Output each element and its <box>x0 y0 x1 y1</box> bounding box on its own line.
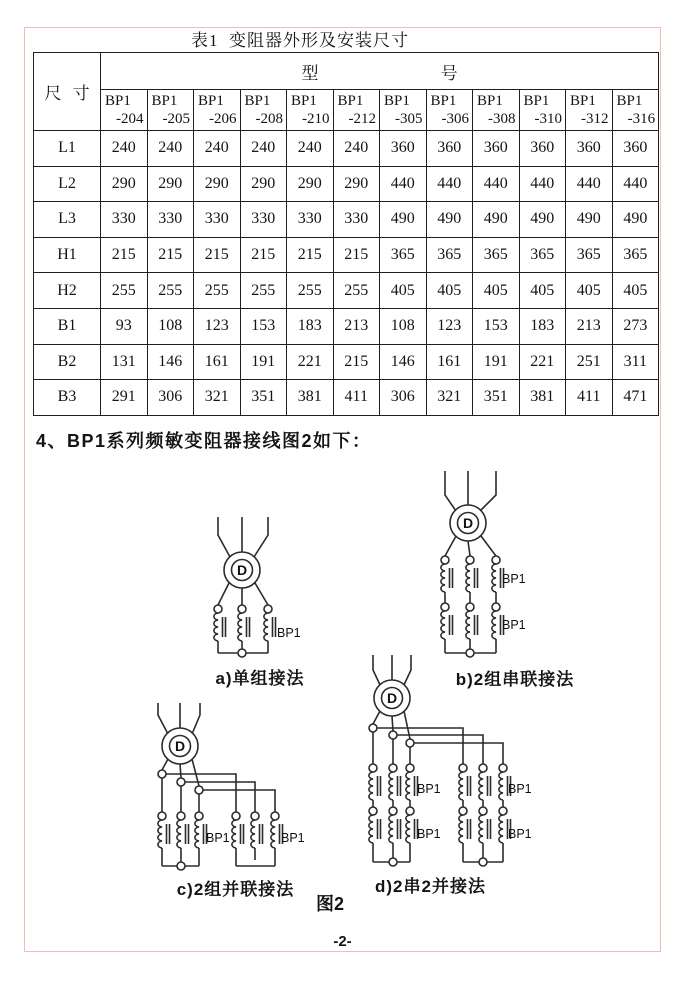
dimension-value-cell: 213 <box>566 308 613 344</box>
bp1-label: BP1 <box>502 618 526 632</box>
table-row <box>34 273 659 309</box>
dimension-value-cell: 440 <box>566 166 613 202</box>
dimension-value-cell: 240 <box>240 131 287 167</box>
dimensions-table-body <box>34 131 659 416</box>
wiring-diagram-a <box>190 510 330 660</box>
dimension-value-cell: 490 <box>380 202 427 238</box>
dimension-value-cell: 291 <box>101 380 148 416</box>
motor-label: D <box>386 690 398 706</box>
dimension-value-cell: 490 <box>612 202 659 238</box>
bp1-label: BP1 <box>508 782 532 796</box>
table-row <box>34 237 659 273</box>
dimension-value-cell: 108 <box>147 308 194 344</box>
dimension-value-cell: 183 <box>287 308 334 344</box>
model-header-cell: BP1 -212 <box>333 90 380 131</box>
dimension-row-label: H1 <box>34 237 101 273</box>
bp1-label: BP1 <box>508 827 532 841</box>
page-number: -2- <box>333 933 352 950</box>
dimension-row-label: B2 <box>34 344 101 380</box>
table-row <box>34 344 659 380</box>
dimension-value-cell: 213 <box>333 308 380 344</box>
dimension-value-cell: 153 <box>240 308 287 344</box>
dimension-value-cell: 411 <box>566 380 613 416</box>
dimension-value-cell: 255 <box>287 273 334 309</box>
dimension-value-cell: 215 <box>147 237 194 273</box>
dimension-value-cell: 215 <box>333 344 380 380</box>
supply-leads <box>218 517 268 557</box>
table-row <box>34 166 659 202</box>
dimension-value-cell: 240 <box>333 131 380 167</box>
dimension-value-cell: 405 <box>519 273 566 309</box>
dimension-value-cell: 471 <box>612 380 659 416</box>
model-header-cell: BP1 -312 <box>566 90 613 131</box>
dimension-value-cell: 405 <box>612 273 659 309</box>
dimension-value-cell: 381 <box>287 380 334 416</box>
dimension-value-cell: 161 <box>194 344 241 380</box>
dimension-value-cell: 360 <box>426 131 473 167</box>
dimension-value-cell: 405 <box>566 273 613 309</box>
dimension-value-cell: 411 <box>333 380 380 416</box>
motor-label: D <box>174 738 186 754</box>
dimension-value-cell: 255 <box>240 273 287 309</box>
dimension-row-label: B3 <box>34 380 101 416</box>
dimension-row-label: L2 <box>34 166 101 202</box>
dimension-value-cell: 93 <box>101 308 148 344</box>
table-row <box>34 380 659 416</box>
dimension-value-cell: 321 <box>194 380 241 416</box>
dimension-value-cell: 405 <box>473 273 520 309</box>
model-header-cell: BP1 -308 <box>473 90 520 131</box>
model-header-cell: BP1 -306 <box>426 90 473 131</box>
dimension-value-cell: 365 <box>612 237 659 273</box>
bp1-label: BP1 <box>417 782 441 796</box>
figure-caption: 图2 <box>315 894 344 914</box>
dimension-value-cell: 290 <box>240 166 287 202</box>
dimension-value-cell: 330 <box>287 202 334 238</box>
dimension-value-cell: 290 <box>101 166 148 202</box>
dimension-value-cell: 490 <box>473 202 520 238</box>
dimension-value-cell: 330 <box>101 202 148 238</box>
dimension-value-cell: 381 <box>519 380 566 416</box>
model-group-header-cell: 型 号 <box>101 53 659 90</box>
table-row <box>34 308 659 344</box>
model-header-cell: BP1 -204 <box>101 90 148 131</box>
dimension-value-cell: 330 <box>333 202 380 238</box>
dimension-value-cell: 440 <box>519 166 566 202</box>
dimension-value-cell: 215 <box>240 237 287 273</box>
bp1-label: BP1 <box>277 626 301 640</box>
motor-label: D <box>236 562 248 578</box>
dimension-value-cell: 255 <box>194 273 241 309</box>
dimension-value-cell: 215 <box>287 237 334 273</box>
dimension-value-cell: 273 <box>612 308 659 344</box>
dimension-value-cell: 306 <box>380 380 427 416</box>
caption-diagram-b: b)2组串联接法 <box>455 670 575 689</box>
model-header-cell: BP1 -208 <box>240 90 287 131</box>
dimension-value-cell: 360 <box>612 131 659 167</box>
dimension-value-cell: 440 <box>473 166 520 202</box>
dimension-value-cell: 405 <box>426 273 473 309</box>
dimension-value-cell: 131 <box>101 344 148 380</box>
dimension-value-cell: 311 <box>612 344 659 380</box>
dimension-value-cell: 360 <box>380 131 427 167</box>
dimension-value-cell: 240 <box>147 131 194 167</box>
section-heading: 4、BP1系列频敏变阻器接线图2如下： <box>36 431 372 451</box>
caption-diagram-c: c)2组并联接法 <box>176 880 295 899</box>
model-header-cell: BP1 -305 <box>380 90 427 131</box>
table-row <box>34 202 659 238</box>
dimension-value-cell: 290 <box>333 166 380 202</box>
dimension-value-cell: 183 <box>519 308 566 344</box>
wiring-diagram-d <box>355 650 545 870</box>
dimension-row-label: B1 <box>34 308 101 344</box>
dimension-value-cell: 191 <box>240 344 287 380</box>
dimension-value-cell: 215 <box>194 237 241 273</box>
dimension-value-cell: 255 <box>147 273 194 309</box>
dimension-value-cell: 330 <box>194 202 241 238</box>
dimension-value-cell: 365 <box>380 237 427 273</box>
dimension-row-label: L1 <box>34 131 101 167</box>
dimensions-table <box>33 52 659 416</box>
dimension-value-cell: 191 <box>473 344 520 380</box>
dimension-value-cell: 146 <box>147 344 194 380</box>
dimension-value-cell: 321 <box>426 380 473 416</box>
bp1-label: BP1 <box>206 831 230 845</box>
dimension-value-cell: 161 <box>426 344 473 380</box>
wiring-diagram-b <box>425 465 535 680</box>
dimension-value-cell: 153 <box>473 308 520 344</box>
dimension-value-cell: 215 <box>101 237 148 273</box>
dimension-row-label: L3 <box>34 202 101 238</box>
table-row <box>34 131 659 167</box>
dimension-value-cell: 123 <box>194 308 241 344</box>
dimension-value-cell: 240 <box>287 131 334 167</box>
dimension-value-cell: 251 <box>566 344 613 380</box>
dimension-value-cell: 290 <box>287 166 334 202</box>
dimension-value-cell: 240 <box>101 131 148 167</box>
dimension-value-cell: 255 <box>101 273 148 309</box>
dimension-value-cell: 306 <box>147 380 194 416</box>
dimension-value-cell: 351 <box>240 380 287 416</box>
dimension-value-cell: 290 <box>147 166 194 202</box>
dimension-value-cell: 440 <box>426 166 473 202</box>
dimension-value-cell: 490 <box>566 202 613 238</box>
bp1-label: BP1 <box>417 827 441 841</box>
dimension-value-cell: 490 <box>426 202 473 238</box>
dimension-value-cell: 123 <box>426 308 473 344</box>
dimension-value-cell: 365 <box>566 237 613 273</box>
dimension-value-cell: 215 <box>333 237 380 273</box>
dimension-value-cell: 255 <box>333 273 380 309</box>
wiring-diagram-c <box>140 700 315 875</box>
dimension-value-cell: 440 <box>380 166 427 202</box>
dimension-value-cell: 221 <box>287 344 334 380</box>
dimension-value-cell: 351 <box>473 380 520 416</box>
dimension-row-label: H2 <box>34 273 101 309</box>
motor-label: D <box>462 515 474 531</box>
dimension-value-cell: 108 <box>380 308 427 344</box>
dimension-value-cell: 330 <box>240 202 287 238</box>
corner-header-cell: 尺 寸 <box>34 53 101 131</box>
dimension-value-cell: 146 <box>380 344 427 380</box>
dimension-value-cell: 365 <box>426 237 473 273</box>
model-header-cell: BP1 -316 <box>612 90 659 131</box>
dimension-value-cell: 440 <box>612 166 659 202</box>
model-header-cell: BP1 -205 <box>147 90 194 131</box>
model-header-cell: BP1 -206 <box>194 90 241 131</box>
dimension-value-cell: 360 <box>473 131 520 167</box>
dimension-value-cell: 360 <box>566 131 613 167</box>
caption-diagram-a: a)单组接法 <box>215 669 305 688</box>
dimension-value-cell: 365 <box>473 237 520 273</box>
dimension-value-cell: 290 <box>194 166 241 202</box>
dimension-value-cell: 365 <box>519 237 566 273</box>
dimension-value-cell: 490 <box>519 202 566 238</box>
model-header-cell: BP1 -310 <box>519 90 566 131</box>
dimension-value-cell: 405 <box>380 273 427 309</box>
table-title: 表1 变阻器外形及安装尺寸 <box>191 31 409 50</box>
dimension-value-cell: 240 <box>194 131 241 167</box>
model-header-row <box>34 90 659 131</box>
dimension-value-cell: 330 <box>147 202 194 238</box>
model-header-cell: BP1 -210 <box>287 90 334 131</box>
dimension-value-cell: 360 <box>519 131 566 167</box>
bp1-label: BP1 <box>281 831 305 845</box>
dimension-value-cell: 221 <box>519 344 566 380</box>
bp1-label: BP1 <box>502 572 526 586</box>
caption-diagram-d: d)2串2并接法 <box>375 877 486 896</box>
